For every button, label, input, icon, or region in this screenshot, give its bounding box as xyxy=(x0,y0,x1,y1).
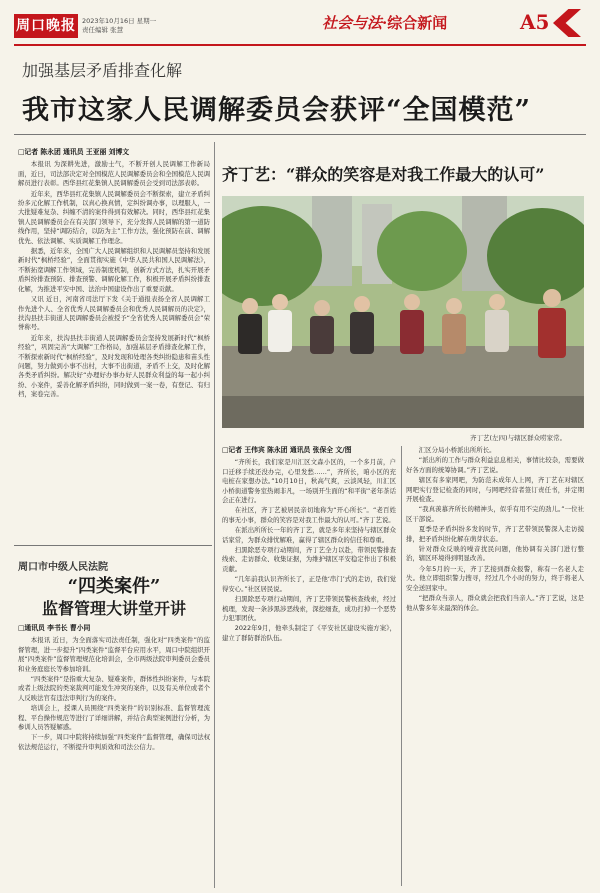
feature-paragraph: “我真羡慕齐所长的精神头，似乎有用不完的劲儿。”一位社区干部说。 xyxy=(406,505,584,523)
court-article-paragraph: 培训会上，授课人员围绕“四类案件”的识别标准、监督管理流程、平台操作规范等进行了详细讲解，并结合典型案例进行分析，为参训人员答疑解惑。 xyxy=(18,704,210,732)
left-article-paragraph: 又讯 近日，河南省司法厅下发《关于通报表扬全省人民调解工作先进个人、全省优秀人民调解委员会和优秀人民调解员的决定》，扶沟县扶丰街道人民调解委员会被授予“全省优秀人民调解委员会”荣誉称号。 xyxy=(18,295,210,332)
left-article-paragraph: 近年来，西华县红花集镇人民调解委员会不断探索，建立矛盾纠纷多元化解工作机制，以真心换真情，定纠纷调办事，以理服人，一大批疑难复杂、纠缠不清的案件得到有效解决。同时，西华县红花集镇人民调解委员会在有关部门领导下，充分发挥人民调解的第一道防线作用，坚持“调防结合，以防为主”工作方法，强化预防在前、调解优先、依法调解、实质调解工作理念。 xyxy=(18,189,210,245)
court-article-paragraph: 下一步，周口中院将持续加强“四类案件”监督管理，确保司法权依法规范运行，不断提升审判质效和司法公信力。 xyxy=(18,733,210,751)
feature-paragraph: “派出所的工作与群众利益息息相关，事情比较杂，需要做好各方面的统筹协调。”齐丁艺说。 xyxy=(406,456,584,474)
feature-headline: 齐丁艺：“群众的笑容是对我工作最大的认可” xyxy=(222,165,545,184)
feature-paragraph: “几年前我认识齐所长了，正是他‘串门’式的走访，我们觉得安心。”社区居民说。 xyxy=(222,575,396,593)
feature-paragraph: 扫黑除恶专项行动期间，齐丁艺全力以赴，带领民警排查线索、走访群众、收集证据，为维护辖区平安稳定作出了积极贡献。 xyxy=(222,546,396,573)
feature-paragraph: 针对群众反映的噪音扰民问题，他协调有关部门进行整治，辖区环境得到明显改善。 xyxy=(406,545,584,563)
masthead-rule xyxy=(14,44,586,46)
issue-date: 2023年10月16日 星期一 xyxy=(82,17,157,25)
section-divider xyxy=(14,545,212,546)
issue-info xyxy=(82,17,156,35)
court-headline-line2: 监督管理大讲堂开讲 xyxy=(41,599,186,618)
left-article-paragraph: 本报讯 为深耕先进，激励士气，不断开创人民调解工作新局面，近日，司法部决定对全国模范人民调解委员会和全国模范人民调解员进行表彰。西华县红花集镇人民调解委员会受到司法部表彰。 xyxy=(18,160,210,188)
court-name: 周口市中级人民法院 xyxy=(18,562,108,573)
headline-kicker: 加强基层矛盾排查化解 xyxy=(22,61,183,80)
feature-photo xyxy=(222,196,584,428)
feature-paragraph: 扫黑除恶专项行动期间，齐丁艺带领民警核查线索，经过梳理，发现一条涉黑涉恶线索，深挖细查，成功打掉一个恶势力犯罪团伙。 xyxy=(222,595,396,622)
section-title xyxy=(322,12,447,33)
column-divider xyxy=(214,142,215,888)
feature-paragraph: “齐所长，我们家是川汇区文森小区的，一个多月前，户口迁移手续还没办完，心里发愁……”，齐所长，咱小区的充电桩在家想办法。”10月10日，秋高气爽，云淡风轻，川汇区小桥街道警务室热闹非凡，一场别开生面的“和平街”老年茶话会正在进行。 xyxy=(222,458,396,505)
left-article-byline: □记者 陈永团 通讯员 王亚丽 刘博文 xyxy=(18,148,130,156)
main-headline: 我市这家人民调解委员会获评“全国模范” xyxy=(22,95,532,126)
photo-illustration xyxy=(222,196,584,428)
section-title-main: 社会与法 xyxy=(322,14,383,32)
page-number: A5 xyxy=(520,10,550,34)
feature-paragraph: 在派出所所长一年的齐丁艺，就是多年来坚持与辖区群众话家常，为群众排忧解难，赢得了辖区群众的信任和尊重。 xyxy=(222,526,396,544)
feature-paragraph: “把群众当亲人，群众就会把我们当亲人。”齐丁艺说，这是他从警多年来最深的体会。 xyxy=(406,594,584,612)
left-article-paragraph: 近年来，扶沟县扶丰街道人民调解委员会坚持发展新时代“枫桥经验”，巩固完善“大调解”工作格局，加强基层矛盾排查化解工作，不断探索新时代“枫桥经验”，及时发现和处理各类纠纷隐患和苗头性问题，努力做到小事不出村，大事不出街道，矛盾不上交，及时化解各类矛盾纠纷。解决好“办理好办事办好人民群众利益的每一起小纠纷、小案件，妥善化解矛盾纠纷，同时做到一案一卷，有登记、有归档，案卷完善。 xyxy=(18,333,210,399)
left-article-paragraph: 据悉，近年来，全国广大人民调解组织和人民调解员坚持和发展新时代“枫桥经验”，全面贯彻实施《中华人民共和国人民调解法》，不断拓宽调解工作领域，完善制度机制，创新方式方法，扎实开展矛盾纠纷排查预防、排查预警、调解化解工作，积极开展矛盾纠纷排查化解，为推进平安中国、法治中国建设作出了重要贡献。 xyxy=(18,247,210,293)
feature-paragraph: 汇区分局小桥派出所所长。 xyxy=(418,446,496,454)
feature-column-1 xyxy=(222,446,396,888)
column-divider xyxy=(401,446,402,886)
feature-paragraph: 2022年9月，他牵头制定了《平安社区建设实施方案》，建立了群防群治队伍。 xyxy=(222,624,396,642)
feature-paragraph: 在社区，齐丁艺被居民亲切地称为“开心所长”。“老百姓的事无小事，群众的笑容是对我工作最大的认可。”齐丁艺说。 xyxy=(222,506,396,524)
court-headline-line1: “四类案件” xyxy=(67,576,161,597)
photo-caption: 齐丁艺(左四)与辖区群众唠家常。 xyxy=(470,434,567,442)
left-article xyxy=(18,148,210,538)
court-article-paragraph: 本报讯 近日，为全面落实司法责任制，强化对“四类案件”的监督管理，进一步提升“四类案件”监督平台应用水平，周口中院组织开展“四类案件”监督管理规范化培训会，全市两级法院审判委员会委员和业务庭庭长等参加培训。 xyxy=(18,636,210,673)
masthead xyxy=(0,0,600,52)
feature-paragraph: 夏季是矛盾纠纷多发的时节，齐丁艺带领民警深入走访摸排，把矛盾纠纷化解在萌芽状态。 xyxy=(406,525,584,543)
feature-paragraph: 今年5月的一天，齐丁艺接到群众报警，称有一名老人走失。他立即组织警力搜寻，经过几个小时的努力，终于将老人安全送回家中。 xyxy=(406,564,584,592)
feature-paragraph: 辖区有多家网吧，为防范未成年人上网，齐丁艺在对辖区网吧实行登记检查的同时，与网吧经营者签订责任书，并定期开展检查。 xyxy=(406,476,584,504)
newspaper-logo: 周口晚报 xyxy=(14,14,78,38)
issue-editor: 责任编辑 张慧 xyxy=(82,26,124,34)
section-title-sub: ·综合新闻 xyxy=(382,14,448,32)
feature-column-2 xyxy=(406,446,584,888)
court-article xyxy=(18,624,210,886)
headline-divider xyxy=(14,134,586,135)
court-article-paragraph: “四类案件”是指重大复杂、疑难案件，群体性纠纷案件，与本院或者上级法院的类案裁判可能发生冲突的案件，以及有关单位或者个人反映法官有违法审判行为的案件。 xyxy=(18,675,210,702)
chevron-left-icon xyxy=(553,9,581,37)
feature-byline: □记者 王伟宾 陈永团 通讯员 张保全 文/图 xyxy=(222,446,352,454)
court-article-byline: □通讯员 李书长 曹小同 xyxy=(18,624,91,632)
